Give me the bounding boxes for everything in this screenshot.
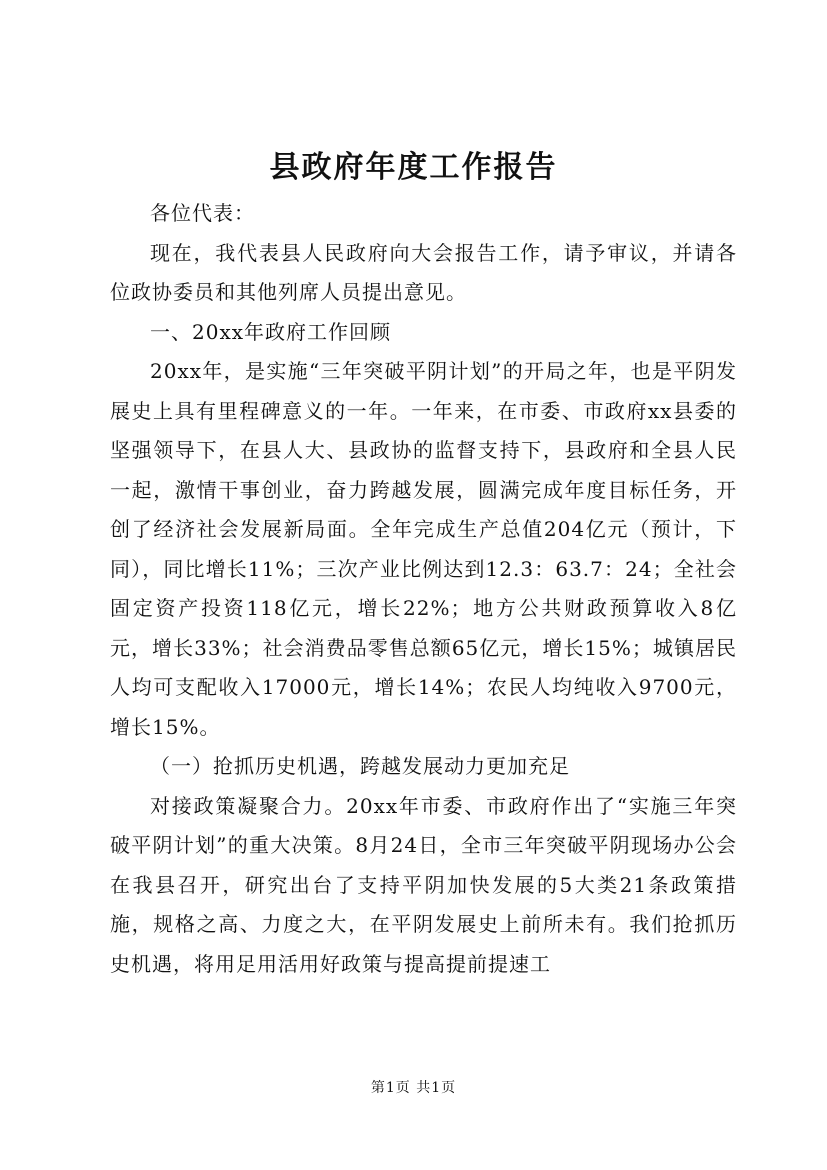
paragraph-review-summary: 20xx年，是实施“三年突破平阴计划”的开局之年，也是平阴发展史上具有里程碑意义的一年。一年来，在市委、市政府xx县委的坚强领导下，在县人大、县政协的监督支持下，县政府和全县人民一起，激情干事创业，奋力跨越发展，圆满完成年度目标任务，开创了经济社会发展新局面。全年完成生产总值204亿元（预计，下同），同比增长11%；三次产业比例达到12.3：63.7：24；全社会固定资产投资118亿元，增长22%；地方公共财政预算收入8亿元，增长33%；社会消费品零售总额65亿元，增长15%；城镇居民人均可支配收入17000元，增长14%；农民人均纯收入9700元，增长15%。: [110, 359, 737, 739]
section-heading-review: 一、20xx年政府工作回顾: [150, 319, 392, 344]
page-footer: 第1页 共1页: [370, 1080, 457, 1096]
document-body: [110, 194, 737, 984]
subsection-heading-opportunity: （一）抢抓历史机遇，跨越发展动力更加充足: [150, 754, 570, 778]
paragraph-policy: 对接政策凝聚合力。20xx年市委、市政府作出了“实施三年突破平阴计划”的重大决策。8月24日，全市三年突破平阴现场办公会在我县召开，研究出台了支持平阴加快发展的5大类21条政策措施，规格之高、力度之大，在平阴发展史上前所未有。我们抢抓历史机遇，将用足用活用好政策与提高提前提速工: [110, 793, 737, 976]
salutation: 各位代表：: [150, 201, 255, 225]
document-title: 县政府年度工作报告: [269, 150, 558, 185]
paragraph-opening: 现在，我代表县人民政府向大会报告工作，请予审议，并请各位政协委员和其他列席人员提出意见。: [110, 240, 737, 304]
